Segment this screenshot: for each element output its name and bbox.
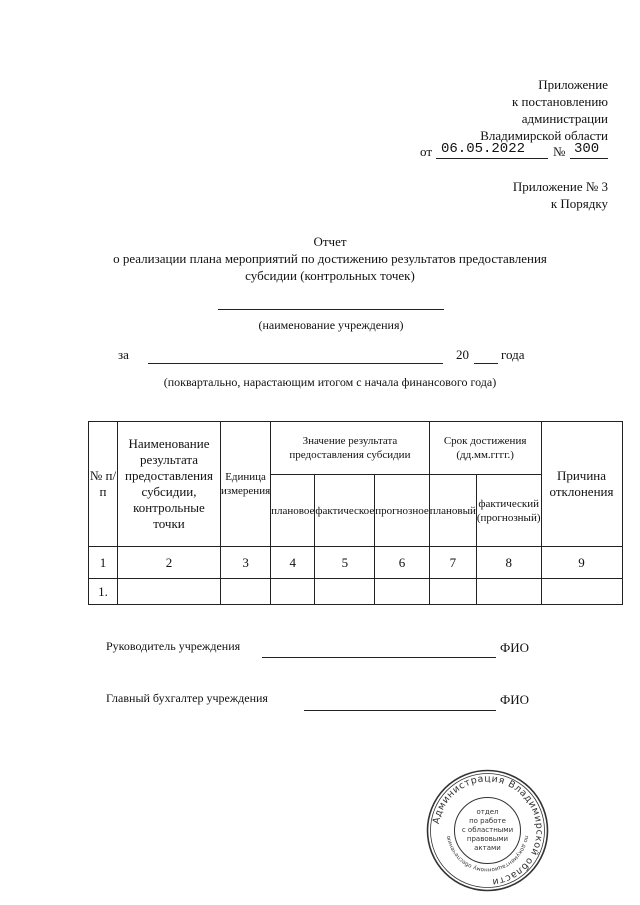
sub-appendix-line: к Порядку [550,196,608,211]
head-fio: ФИО [500,640,530,655]
header-deadline: Срок достижения (дд.мм.гггг.) [429,422,541,475]
table-cell [476,579,541,605]
appendix-line: Приложение [538,77,608,92]
column-number: 1 [89,547,118,579]
header-num: № п/п [89,422,118,547]
column-number: 7 [429,547,476,579]
institution-field [218,309,444,310]
table-cell [118,579,221,605]
sub-appendix-line: Приложение № 3 [512,179,608,194]
title-line: субсидии (контрольных точек) [245,268,415,283]
period-caption: (поквартально, нарастающим итогом с начала финансового года) [163,375,497,389]
institution-caption: (наименование учреждения) [258,318,404,332]
stamp-text: по работе [469,817,506,825]
table-cell [315,579,375,605]
header-deadline-actual: фактический (прогнозный) [476,475,541,547]
number-underline [570,158,608,159]
head-label: Руководитель учреждения [106,639,241,653]
header-reason: Причина отклонения [541,422,622,547]
decree-date: 06.05.2022 [441,141,526,157]
number-label: № [553,144,566,159]
table-cell [221,579,271,605]
accountant-label: Главный бухгалтер учреждения [106,691,268,705]
stamp-text: с областными [461,826,514,834]
column-number: 9 [541,547,622,579]
appendix-line: администрации [521,111,608,126]
from-label: от [420,144,433,159]
stamp-text: правовыми [466,835,509,843]
header-name: Наименование результата предоставления субсидии, контрольные точки [118,422,221,547]
stamp-text: актами [474,844,501,852]
year-field [474,363,498,364]
appendix-line: Владимирской области [480,128,608,143]
decree-number: 300 [574,141,600,157]
column-number: 4 [271,547,315,579]
date-underline [436,158,548,159]
stamp-text: отдел [476,808,499,816]
header-planned: плановое [271,475,315,547]
stamp-ring-text: Администрация Владимирской области [430,773,545,888]
appendix-block [358,76,608,144]
table-cell [271,579,315,605]
column-number: 5 [315,547,375,579]
head-signature-line [262,657,496,658]
period-field [148,363,443,364]
report-table [88,421,623,605]
header-deadline-planned: плановый [429,475,476,547]
period-suffix: года [501,347,525,362]
table-cell [429,579,476,605]
title-line: Отчет [313,234,347,249]
column-number: 3 [221,547,271,579]
header-actual: фактическое [315,475,375,547]
column-number: 6 [375,547,430,579]
appendix-line: к постановлению [511,94,608,109]
column-number: 8 [476,547,541,579]
official-stamp [425,768,550,893]
table-cell [375,579,430,605]
header-forecast: прогнозное [375,475,430,547]
stamp-inner-ring-text: по документационному обеспечению [445,834,530,873]
table-cell [541,579,622,605]
period-century: 20 [456,347,469,362]
report-title [60,233,600,284]
accountant-fio: ФИО [500,692,530,707]
column-number-row [89,547,623,579]
header-unit: Единица измерения [221,422,271,547]
header-value: Значение результата предоставления субсидии [271,422,430,475]
accountant-signature-line [304,710,496,711]
column-number: 2 [118,547,221,579]
table-row [89,579,623,605]
period-prefix: за [118,347,129,362]
row-number: 1. [89,579,118,605]
title-line: о реализации плана мероприятий по достижению результатов предоставления [113,251,547,266]
sub-appendix [408,178,608,212]
